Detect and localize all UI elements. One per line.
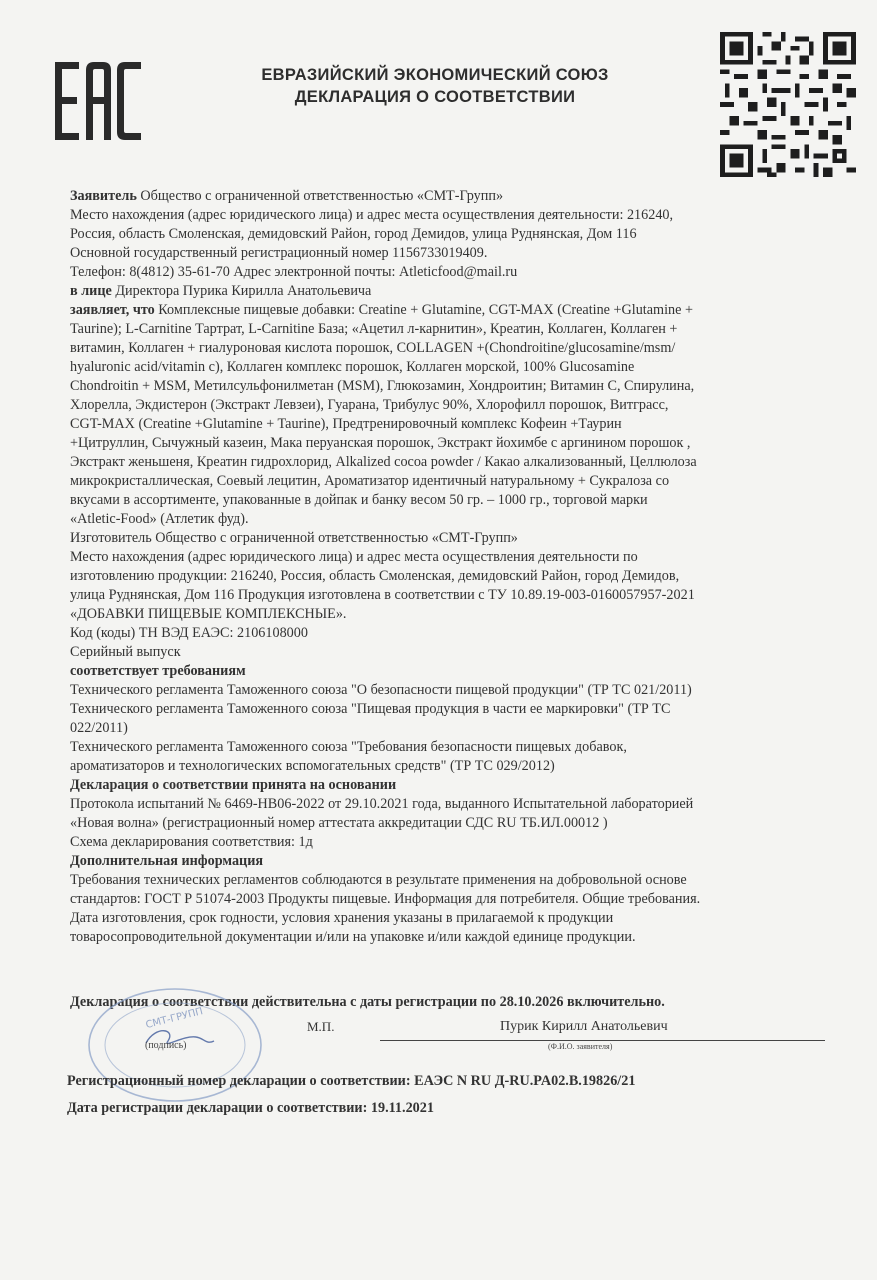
applicant-contacts: Телефон: 8(4812) 35-61-70 Адрес электронной почты: Atleticfood@mail.ru <box>70 264 518 280</box>
additional-heading: Дополнительная информация <box>70 853 264 869</box>
declaration-scheme: Схема декларирования соответствия: 1д <box>70 834 313 850</box>
conformity-line: Технического регламента Таможенного союза "Требования безопасности пищевых добавок, <box>70 739 627 755</box>
declares-text-line: Хлорелла, Экдистерон (Экстракт Левзеи), Гуарана, Трибулус 90%, Хлорофилл порошок, Витграсс, <box>70 397 669 413</box>
person-name: Директора Пурика Кирилла Анатольевича <box>111 283 372 299</box>
additional-line: Требования технических регламентов соблюдаются в результате применения на добровольной основе <box>70 872 687 888</box>
conformity-line: 022/2011) <box>70 720 128 736</box>
declares-label: заявляет, что <box>70 302 155 318</box>
registration-number: Регистрационный номер декларации о соответствии: ЕАЭС N RU Д-RU.PA02.B.19826/21 <box>67 1073 636 1089</box>
declares-text-line: CGT-MAX (Creatine +Glutamine + Taurine), Предтренировочный комплекс Кофеин +Таурин <box>70 416 622 432</box>
conformity-line: Технического регламента Таможенного союза "О безопасности пищевой продукции" (ТР ТС 021/2011) <box>70 682 692 698</box>
declares-text-line: Экстракт женьшеня, Креатин гидрохлорид, Alkalized cocoa powder / Какао алкализованный, Целлюлоза <box>70 454 697 470</box>
conformity-line: Технического регламента Таможенного союза "Пищевая продукция в части ее маркировки" (ТР ТС <box>70 701 671 717</box>
signer-name: Пурик Кирилл Анатольевич <box>500 1019 668 1034</box>
applicant-address-1: Место нахождения (адрес юридического лица) и адрес места осуществления деятельности: 216240, <box>70 207 674 223</box>
declares-text-line: «Atletic-Food» (Атлетик фуд). <box>70 511 249 527</box>
validity-statement: Декларация о соответствии действительна с даты регистрации по 28.10.2026 включительно. <box>70 994 665 1010</box>
applicant-line <box>70 187 830 206</box>
serial-release: Серийный выпуск <box>70 644 181 660</box>
manufacturer-line: «ДОБАВКИ ПИЩЕВЫЕ КОМПЛЕКСНЫЕ». <box>70 606 347 622</box>
declares-text-line: +Цитруллин, Сычужный казеин, Мака перуанская порошок, Экстракт йохимбе с аргинином порошок , <box>70 435 691 451</box>
additional-line: стандартов: ГОСТ Р 51074-2003 Продукты пищевые. Информация для потребителя. Общие требования. <box>70 891 701 907</box>
basis-heading: Декларация о соответствии принята на основании <box>70 777 397 793</box>
declares-text-line: Taurine); L-Carnitine Тартрат, L-Carnitine База; «Ацетил л-карнитин», Креатин, Коллаген, Коллаген + <box>70 321 678 337</box>
fio-caption: (Ф.И.О. заявителя) <box>548 1042 613 1051</box>
declares-text-line: микрокристаллическая, Соевый лецитин, Ароматизатор идентичный натуральному + Сукралоза со <box>70 473 670 489</box>
mp-label: М.П. <box>307 1019 335 1034</box>
applicant-ogrn: Основной государственный регистрационный номер 1156733019409. <box>70 245 488 261</box>
basis-line: Протокола испытаний № 6469-НВ06-2022 от 29.10.2021 года, выданного Испытательной лабораторией <box>70 796 694 812</box>
tn-ved-code: Код (коды) ТН ВЭД ЕАЭС: 2106108000 <box>70 625 308 641</box>
declares-text-line: витамин, Коллаген + гиалуроновая кислота порошок, COLLAGEN +(Chondroitine/glucosamine/msm/ <box>70 340 676 356</box>
declares-text-line: вкусами в ассортименте, упакованные в дойпак и банку весом 50 гр. – 1000 гр., торговой марки <box>70 492 648 508</box>
manufacturer-line: Место нахождения (адрес юридического лица) и адрес места осуществления деятельности по <box>70 549 638 565</box>
declares-text-line: Chondroitin + MSM, Метилсульфонилметан (MSM), Глюкозамин, Хондроитин; Витамин С, Спирулина, <box>70 378 695 394</box>
declaration-body <box>70 187 830 947</box>
applicant-address-2: Россия, область Смоленская, демидовский Район, город Демидов, улица Руднянская, Дом 116 <box>70 226 637 242</box>
document-header <box>200 64 670 108</box>
registration-date: Дата регистрации декларации о соответствии: 19.11.2021 <box>67 1100 434 1116</box>
person-label: в лице <box>70 283 112 299</box>
applicant-person <box>70 282 830 301</box>
declares-text-line: hyaluronic acid/vitamin c), Коллаген комплекс порошок, Коллаген морской, 100% Glucosamine <box>70 359 635 375</box>
basis-line: «Новая волна» (регистрационный номер аттестата аккредитации СДС RU ТБ.ИЛ.00012 ) <box>70 815 608 831</box>
stamp-text: СМТ-ГРУПП <box>144 1006 205 1031</box>
applicant-name: Общество с ограниченной ответственностью «СМТ-Групп» <box>136 188 504 204</box>
qr-code-icon <box>720 32 856 177</box>
additional-line: товаросопроводительной документации и/или на упаковке и/или каждой единице продукции. <box>70 929 636 945</box>
manufacturer-name: Изготовитель Общество с ограниченной ответственностью «СМТ-Групп» <box>70 530 518 546</box>
signature-caption: (подпись) <box>145 1040 187 1051</box>
declaration-title: ДЕКЛАРАЦИЯ О СООТВЕТСТВИИ <box>294 88 576 106</box>
conformity-heading: соответствует требованиям <box>70 663 246 679</box>
conformity-line: ароматизаторов и технологических вспомогательных средств" (ТР ТС 029/2012) <box>70 758 555 774</box>
declares-text-line: Комплексные пищевые добавки: Creatine + Glutamine, CGT-MAX (Creatine +Glutamine + <box>154 302 693 318</box>
declares-line <box>70 301 830 320</box>
union-title: ЕВРАЗИЙСКИЙ ЭКОНОМИЧЕСКИЙ СОЮЗ <box>261 66 609 84</box>
manufacturer-line: улица Руднянская, Дом 116 Продукция изготовлена в соответствии с ТУ 10.89.19-003-0160057957-2021 <box>70 587 695 603</box>
signature-line <box>380 1040 825 1041</box>
manufacturer-line: изготовлению продукции: 216240, Россия, область Смоленская, демидовский Район, город Демидов, <box>70 568 680 584</box>
additional-line: Дата изготовления, срок годности, условия хранения указаны в прилагаемой к продукции <box>70 910 614 926</box>
applicant-label: Заявитель <box>70 188 137 204</box>
eac-logo-icon <box>55 62 141 140</box>
